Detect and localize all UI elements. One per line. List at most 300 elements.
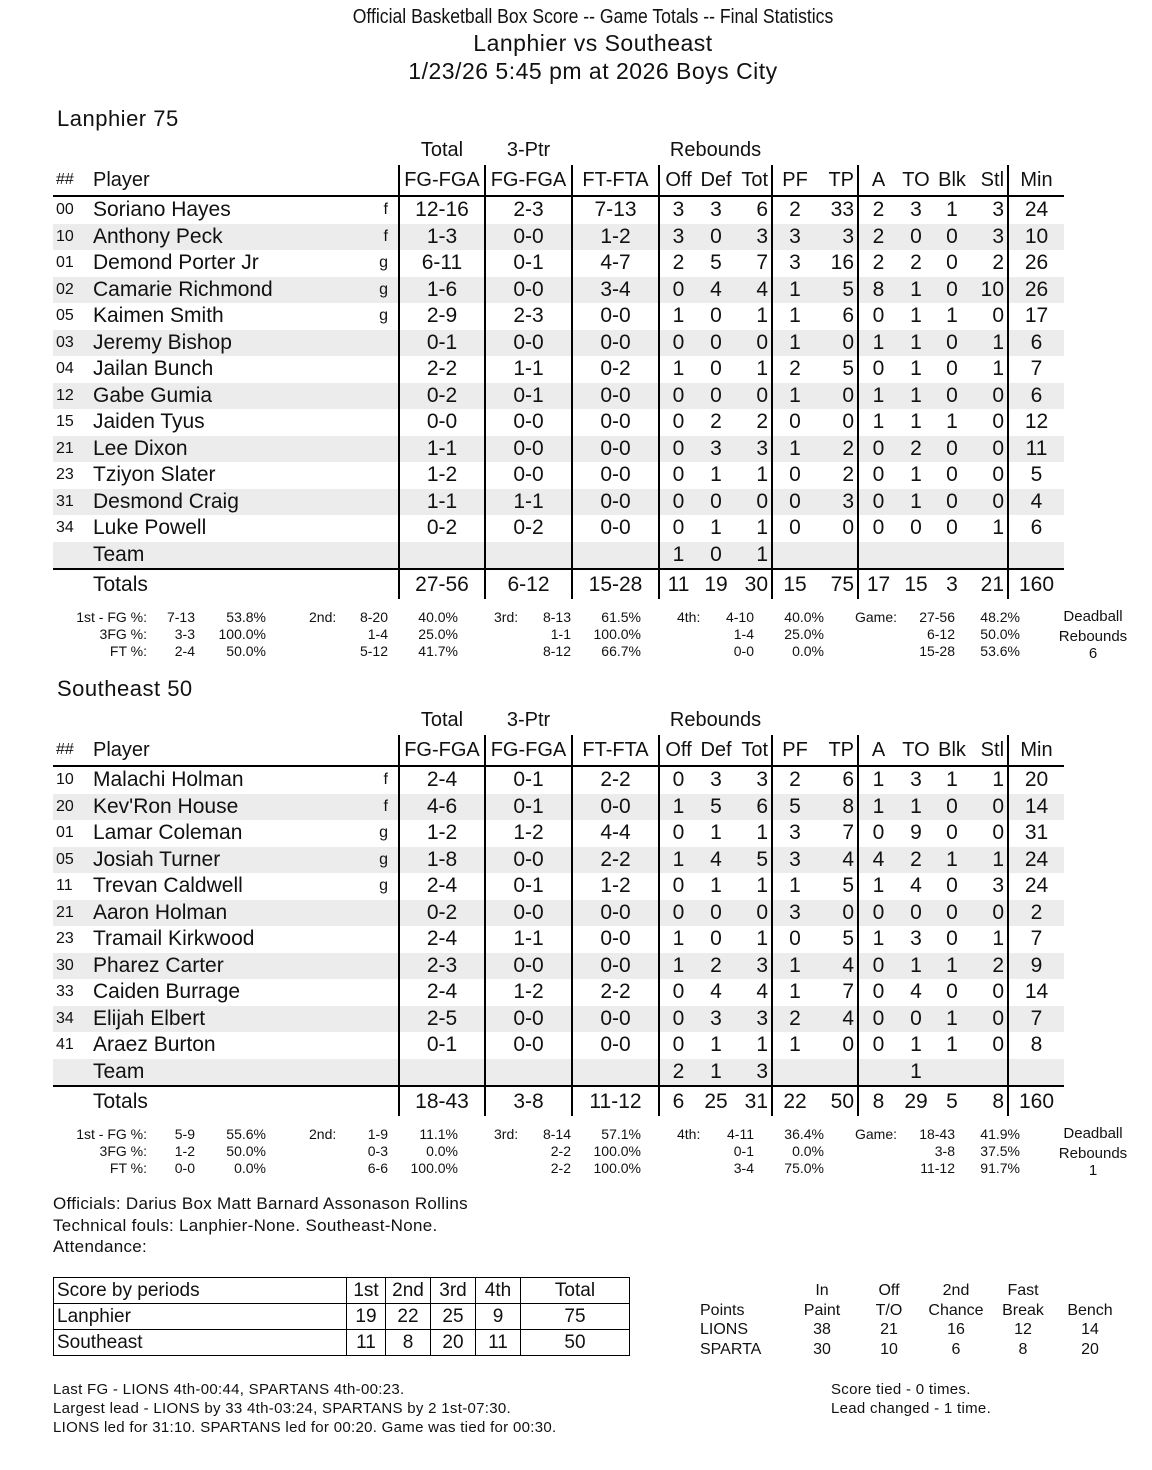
player-fg: 0-2 bbox=[399, 515, 485, 542]
player-tp: 16 bbox=[830, 251, 855, 274]
column-header-tot: Tot bbox=[735, 165, 772, 196]
player-min: 11 bbox=[1008, 436, 1064, 463]
points-cell: T/O bbox=[875, 1301, 903, 1319]
qs-q2-label: 2nd: bbox=[309, 1126, 337, 1142]
player-stl: 0 bbox=[992, 304, 1005, 327]
deadball-rebounds-2: 1 bbox=[1088, 1162, 1098, 1179]
player-num: 04 bbox=[56, 360, 74, 377]
player-row bbox=[53, 250, 1064, 277]
technical-fouls-text: Technical fouls: Lanphier-None. Southeast-None. bbox=[53, 1215, 438, 1235]
qs-q1-pct: 0.0% bbox=[234, 1160, 266, 1176]
player-to: 2 bbox=[898, 847, 934, 874]
player-pos bbox=[373, 542, 399, 570]
player-ft: 2-2 bbox=[572, 766, 659, 794]
player-num: 41 bbox=[56, 1036, 74, 1053]
qs-label: 1st - FG %: bbox=[76, 1126, 147, 1142]
team-title-lanphier: Lanphier 75 bbox=[57, 106, 179, 131]
player-num: 02 bbox=[53, 277, 93, 304]
player-tp3: 0-0 bbox=[485, 224, 572, 251]
player-num: 01 bbox=[56, 254, 74, 271]
player-tp: 6 bbox=[842, 304, 855, 327]
player-tp3: 0-0 bbox=[485, 462, 572, 489]
player-tp bbox=[817, 542, 858, 570]
qs-q4-pct: 36.4% bbox=[784, 1126, 824, 1142]
player-pf: 1 bbox=[772, 1032, 817, 1059]
player-blk: 0 bbox=[934, 489, 970, 516]
player-tp: 7 bbox=[842, 821, 855, 844]
player-num: 34 bbox=[56, 519, 74, 536]
points-cell: 38 bbox=[813, 1321, 831, 1338]
player-pf: 1 bbox=[772, 330, 817, 357]
player-a: 0 bbox=[858, 489, 898, 516]
column-header-stl: Stl bbox=[970, 735, 1008, 766]
qs-q3-made: 2-2 bbox=[550, 1143, 571, 1159]
points-cell: In bbox=[815, 1282, 829, 1299]
player-pos bbox=[373, 330, 399, 357]
player-tot: 1 bbox=[756, 1033, 769, 1056]
player-tp3: 0-0 bbox=[485, 277, 572, 304]
player-a bbox=[858, 542, 898, 570]
totals-pf: 22 bbox=[772, 1086, 817, 1116]
player-to: 4 bbox=[910, 980, 922, 1003]
player-ft: 1-2 bbox=[572, 873, 659, 900]
player-pos: g bbox=[379, 307, 388, 324]
player-fg: 0-1 bbox=[399, 1032, 485, 1059]
qs-game-made: 27-56 bbox=[919, 609, 955, 625]
column-header-pos bbox=[373, 165, 399, 196]
player-pf: 3 bbox=[772, 820, 817, 847]
player-off: 0 bbox=[659, 462, 697, 489]
player-tp: 0 bbox=[817, 383, 858, 410]
player-pf: 5 bbox=[772, 794, 817, 821]
player-tot: 1 bbox=[756, 463, 769, 486]
player-def: 1 bbox=[710, 821, 722, 844]
player-tp3: 0-0 bbox=[485, 847, 572, 874]
player-stl: 1 bbox=[992, 768, 1005, 791]
player-tp: 2 bbox=[817, 436, 858, 463]
player-off: 3 bbox=[659, 224, 697, 251]
totals-blk: 3 bbox=[934, 569, 970, 599]
player-blk: 0 bbox=[934, 330, 970, 357]
player-tot: 7 bbox=[756, 251, 769, 274]
player-min: 24 bbox=[1008, 873, 1064, 900]
player-num: 10 bbox=[56, 771, 74, 788]
player-ft: 2-2 bbox=[572, 847, 659, 874]
totals-fg: 27-56 bbox=[399, 569, 485, 599]
player-ft: 3-4 bbox=[572, 277, 659, 304]
player-ft: 0-0 bbox=[572, 330, 659, 357]
totals-tp3: 6-12 bbox=[485, 569, 572, 599]
header-spacer bbox=[53, 135, 399, 165]
player-min: 5 bbox=[1008, 462, 1064, 489]
player-tot: 1 bbox=[756, 516, 769, 539]
player-row bbox=[53, 1006, 1064, 1033]
player-pos: g bbox=[379, 824, 388, 841]
player-def: 4 bbox=[710, 980, 722, 1003]
player-tp: 2 bbox=[842, 463, 855, 486]
qs-q2-made: 8-20 bbox=[359, 609, 388, 625]
totals-tp: 50 bbox=[817, 1086, 858, 1116]
player-a: 1 bbox=[858, 409, 898, 436]
qs-q1-made: 0-0 bbox=[174, 1160, 195, 1176]
qs-q2-pct: 25.0% bbox=[418, 626, 458, 642]
player-tot: 3 bbox=[735, 436, 772, 463]
player-fg: 6-11 bbox=[399, 250, 485, 277]
player-pf: 1 bbox=[772, 277, 817, 304]
player-num: 34 bbox=[53, 1006, 93, 1033]
qs-q3-pct: 57.1% bbox=[601, 1126, 641, 1142]
player-to: 2 bbox=[898, 436, 934, 463]
qs-game-label: Game: bbox=[855, 609, 898, 625]
qs-label: FT %: bbox=[109, 643, 147, 659]
player-to: 2 bbox=[910, 251, 922, 274]
group-header-row bbox=[53, 705, 1064, 735]
player-row bbox=[53, 330, 1064, 357]
totals-pos bbox=[373, 1086, 399, 1116]
footer-game-flow bbox=[53, 1380, 556, 1437]
qs-q2-pct: 40.0% bbox=[418, 609, 458, 625]
column-header-to: TO bbox=[898, 735, 934, 766]
player-tot: 1 bbox=[756, 357, 769, 380]
player-tp: 3 bbox=[817, 224, 858, 251]
player-pos: f bbox=[373, 224, 399, 251]
player-off: 1 bbox=[659, 542, 697, 570]
player-off: 0 bbox=[659, 979, 697, 1006]
player-a bbox=[858, 1059, 898, 1087]
player-tot: 1 bbox=[756, 874, 769, 897]
column-header-blk: Blk bbox=[934, 165, 970, 196]
totals-stl: 21 bbox=[970, 569, 1008, 599]
column-header-to: TO bbox=[898, 165, 934, 196]
column-header-num: ## bbox=[53, 735, 93, 766]
player-row bbox=[53, 224, 1064, 251]
player-off: 0 bbox=[659, 1006, 697, 1033]
player-blk: 1 bbox=[946, 198, 958, 221]
player-num: 03 bbox=[53, 330, 93, 357]
player-pos: f bbox=[383, 771, 388, 788]
player-num bbox=[53, 1059, 93, 1087]
totals-stl: 8 bbox=[970, 1086, 1008, 1116]
player-pos: f bbox=[373, 794, 399, 821]
totals-fg: 18-43 bbox=[399, 1086, 485, 1116]
player-off: 0 bbox=[659, 820, 697, 847]
player-pf: 0 bbox=[772, 489, 817, 516]
column-header-blk: Blk bbox=[934, 735, 970, 766]
player-min: 24 bbox=[1008, 196, 1064, 224]
player-def: 3 bbox=[697, 1006, 735, 1033]
player-tot: 1 bbox=[756, 304, 769, 327]
player-fg: 1-2 bbox=[399, 462, 485, 489]
player-num: 11 bbox=[56, 877, 73, 894]
player-ft: 7-13 bbox=[572, 196, 659, 224]
player-blk: 0 bbox=[934, 900, 970, 927]
player-pf: 0 bbox=[772, 926, 817, 953]
player-pos bbox=[373, 462, 399, 489]
player-a: 0 bbox=[858, 1006, 898, 1033]
player-ft: 0-0 bbox=[572, 383, 659, 410]
column-header-def: Def bbox=[697, 165, 735, 196]
player-fg bbox=[399, 542, 485, 570]
box-score-table-lanphier bbox=[53, 135, 1064, 599]
qs-q3-made: 1-1 bbox=[550, 626, 571, 642]
player-a: 0 bbox=[858, 979, 898, 1006]
totals-tp: 75 bbox=[817, 569, 858, 599]
player-blk: 0 bbox=[946, 357, 958, 380]
player-fg: 12-16 bbox=[399, 196, 485, 224]
qs-game-label: Game: bbox=[855, 1126, 898, 1142]
player-to: 0 bbox=[910, 516, 922, 539]
column-header-a: A bbox=[858, 165, 898, 196]
player-def: 1 bbox=[710, 516, 722, 539]
player-min: 6 bbox=[1008, 330, 1064, 357]
column-header-row bbox=[53, 735, 1064, 766]
player-min: 26 bbox=[1008, 277, 1064, 304]
player-name: Caiden Burrage bbox=[93, 980, 241, 1003]
player-tot: 0 bbox=[735, 330, 772, 357]
player-blk: 0 bbox=[934, 383, 970, 410]
totals-def: 25 bbox=[697, 1086, 735, 1116]
player-row bbox=[53, 489, 1064, 516]
deadball-rebounds-0: Deadball bbox=[1063, 1125, 1123, 1142]
totals-off: 6 bbox=[659, 1086, 697, 1116]
player-off: 0 bbox=[659, 515, 697, 542]
player-name: Pharez Carter bbox=[93, 953, 373, 980]
player-to: 1 bbox=[898, 489, 934, 516]
player-def: 0 bbox=[697, 330, 735, 357]
player-pos: g bbox=[379, 254, 388, 271]
header-spacer bbox=[772, 705, 1064, 735]
player-fg: 1-6 bbox=[399, 277, 485, 304]
points-cell: 2nd bbox=[942, 1282, 970, 1299]
player-ft: 0-0 bbox=[572, 1006, 659, 1033]
qs-q4-pct: 40.0% bbox=[784, 609, 824, 625]
sbp-header-total: Total bbox=[521, 1278, 630, 1304]
player-stl: 0 bbox=[992, 980, 1005, 1003]
header-spacer bbox=[772, 135, 1064, 165]
player-name: Lee Dixon bbox=[93, 436, 373, 463]
sbp-row-southeast bbox=[54, 1330, 630, 1356]
player-stl: 0 bbox=[970, 900, 1008, 927]
player-pos bbox=[373, 1006, 399, 1033]
points-cell: 20 bbox=[1081, 1340, 1099, 1358]
player-num bbox=[53, 542, 93, 570]
player-tp3: 0-0 bbox=[485, 436, 572, 463]
player-fg: 2-4 bbox=[399, 979, 485, 1006]
qs-q4-made: 4-11 bbox=[727, 1126, 754, 1142]
player-def: 0 bbox=[710, 357, 722, 380]
qs-q2-made: 6-6 bbox=[367, 1160, 388, 1176]
player-off: 2 bbox=[659, 250, 697, 277]
player-off: 1 bbox=[659, 303, 697, 330]
player-def: 0 bbox=[697, 489, 735, 516]
column-header-off: Off bbox=[659, 165, 697, 196]
player-fg: 2-4 bbox=[399, 873, 485, 900]
player-min: 8 bbox=[1008, 1032, 1064, 1059]
player-to: 1 bbox=[910, 410, 922, 433]
player-tp: 0 bbox=[842, 410, 855, 433]
player-fg: 1-8 bbox=[399, 847, 485, 874]
column-header-name: Player bbox=[93, 165, 373, 196]
qs-q3-pct: 100.0% bbox=[593, 1143, 641, 1159]
player-min: 6 bbox=[1008, 383, 1064, 410]
player-row bbox=[53, 766, 1064, 794]
qs-q1-made: 3-3 bbox=[174, 626, 195, 642]
player-pos bbox=[373, 1059, 399, 1087]
player-to: 3 bbox=[910, 927, 922, 950]
player-a: 2 bbox=[858, 250, 898, 277]
qs-q4-made: 0-0 bbox=[733, 643, 754, 659]
report-title: Official Basketball Box Score -- Game Totals -- Final Statistics bbox=[352, 6, 834, 28]
player-pf: 1 bbox=[772, 383, 817, 410]
player-to: 0 bbox=[898, 900, 934, 927]
qs-q1-pct: 100.0% bbox=[218, 626, 266, 642]
player-pf bbox=[772, 542, 817, 570]
player-blk: 0 bbox=[934, 224, 970, 251]
player-pos: g bbox=[379, 877, 388, 894]
qs-label: 3FG %: bbox=[99, 1143, 147, 1159]
points-cell: 16 bbox=[947, 1321, 965, 1338]
points-cell: 14 bbox=[1081, 1321, 1099, 1338]
player-to: 1 bbox=[898, 330, 934, 357]
player-a: 1 bbox=[858, 766, 898, 794]
player-off: 3 bbox=[659, 196, 697, 224]
header-spacer bbox=[53, 705, 399, 735]
column-header-def: Def bbox=[697, 735, 735, 766]
player-name: Camarie Richmond bbox=[93, 277, 373, 304]
qs-game-made: 6-12 bbox=[926, 626, 955, 642]
player-def: 4 bbox=[697, 277, 735, 304]
largest-lead-text: Largest lead - LIONS by 33 4th-03:24, SPARTANS by 2 1st-07:30. bbox=[53, 1400, 512, 1417]
player-ft: 0-2 bbox=[572, 356, 659, 383]
player-tp: 4 bbox=[817, 1006, 858, 1033]
officials-text: Officials: Darius Box Matt Barnard Assonason Rollins bbox=[53, 1194, 468, 1213]
player-num: 05 bbox=[53, 847, 93, 874]
player-ft: 0-0 bbox=[572, 953, 659, 980]
sbp-header-4th: 4th bbox=[476, 1278, 521, 1304]
column-header-min: Min bbox=[1008, 165, 1064, 196]
player-pos bbox=[373, 1032, 399, 1059]
player-num: 00 bbox=[56, 201, 74, 218]
points-team-sparta: SPARTA bbox=[700, 1340, 762, 1358]
player-min: 7 bbox=[1008, 1006, 1064, 1033]
player-ft: 4-7 bbox=[572, 250, 659, 277]
player-a: 0 bbox=[858, 462, 898, 489]
player-tot: 3 bbox=[735, 1059, 772, 1087]
totals-to: 15 bbox=[898, 569, 934, 599]
player-fg: 2-9 bbox=[399, 303, 485, 330]
player-tp: 5 bbox=[842, 874, 855, 897]
player-stl: 3 bbox=[992, 874, 1005, 897]
player-tot: 0 bbox=[735, 900, 772, 927]
qs-q1-made: 1-2 bbox=[174, 1143, 195, 1159]
player-blk: 1 bbox=[934, 953, 970, 980]
points-cell: Chance bbox=[928, 1301, 984, 1319]
player-tp: 0 bbox=[842, 1033, 855, 1056]
player-name: Jailan Bunch bbox=[93, 357, 214, 380]
qs-q4-pct: 75.0% bbox=[784, 1160, 824, 1176]
player-to: 0 bbox=[898, 1006, 934, 1033]
player-tp3: 0-1 bbox=[485, 794, 572, 821]
score-by-periods-header bbox=[54, 1278, 630, 1304]
player-to: 0 bbox=[898, 224, 934, 251]
player-pos bbox=[373, 900, 399, 927]
player-to: 3 bbox=[910, 198, 922, 221]
player-blk: 1 bbox=[946, 304, 958, 327]
column-header-ft: FT-FTA bbox=[572, 735, 659, 766]
player-pos bbox=[373, 383, 399, 410]
player-tp3: 0-0 bbox=[485, 409, 572, 436]
points-cell: 21 bbox=[880, 1321, 898, 1338]
player-tp3: 0-0 bbox=[485, 953, 572, 980]
quarter-stats-lanphier bbox=[53, 609, 1152, 667]
player-name: Josiah Turner bbox=[93, 847, 373, 874]
header-total: Total bbox=[420, 709, 464, 731]
player-stl: 0 bbox=[992, 1033, 1005, 1056]
player-ft: 0-0 bbox=[572, 926, 659, 953]
player-blk: 1 bbox=[934, 1006, 970, 1033]
column-header-tp3: FG-FGA bbox=[485, 165, 572, 196]
player-name: Kev'Ron House bbox=[93, 794, 373, 821]
player-stl: 0 bbox=[992, 463, 1005, 486]
footer-ties bbox=[831, 1380, 991, 1418]
player-def: 3 bbox=[697, 436, 735, 463]
player-tot: 6 bbox=[735, 794, 772, 821]
player-ft: 0-0 bbox=[572, 1032, 659, 1059]
column-header-tp: TP bbox=[817, 165, 858, 196]
player-to: 1 bbox=[910, 1033, 922, 1056]
player-num: 05 bbox=[56, 307, 74, 324]
column-header-fg: FG-FGA bbox=[399, 165, 485, 196]
qs-q4-pct: 0.0% bbox=[792, 643, 824, 659]
player-a: 1 bbox=[858, 383, 898, 410]
player-row bbox=[53, 409, 1064, 436]
sbp-q2: 22 bbox=[386, 1304, 431, 1330]
totals-a: 17 bbox=[858, 569, 898, 599]
column-header-pos bbox=[373, 735, 399, 766]
qs-label: 3FG %: bbox=[99, 626, 147, 642]
player-pos bbox=[373, 515, 399, 542]
player-num: 33 bbox=[56, 983, 74, 1000]
player-tp3: 0-0 bbox=[485, 900, 572, 927]
player-pos bbox=[373, 356, 399, 383]
player-a: 0 bbox=[858, 303, 898, 330]
qs-q4-made: 1-4 bbox=[733, 626, 754, 642]
player-tp: 5 bbox=[842, 357, 855, 380]
totals-ft: 15-28 bbox=[572, 569, 659, 599]
player-min: 7 bbox=[1008, 926, 1064, 953]
player-tp: 8 bbox=[817, 794, 858, 821]
header-rebounds: Rebounds bbox=[669, 139, 762, 161]
header-total: Total bbox=[420, 139, 464, 161]
player-tp: 6 bbox=[842, 768, 855, 791]
deadball-rebounds-2: 6 bbox=[1088, 645, 1098, 662]
player-name: Luke Powell bbox=[93, 516, 207, 539]
player-min: 2 bbox=[1008, 900, 1064, 927]
player-off: 1 bbox=[659, 953, 697, 980]
player-def: 5 bbox=[697, 794, 735, 821]
column-header-tot: Tot bbox=[735, 735, 772, 766]
player-a: 2 bbox=[858, 196, 898, 224]
player-num: 12 bbox=[53, 383, 93, 410]
player-blk: 0 bbox=[946, 821, 958, 844]
player-pf: 0 bbox=[772, 409, 817, 436]
player-def: 3 bbox=[710, 198, 722, 221]
qs-q4-pct: 25.0% bbox=[784, 626, 824, 642]
player-fg: 0-2 bbox=[399, 383, 485, 410]
player-stl: 0 bbox=[970, 794, 1008, 821]
player-stl bbox=[970, 1059, 1008, 1087]
player-off: 2 bbox=[659, 1059, 697, 1087]
